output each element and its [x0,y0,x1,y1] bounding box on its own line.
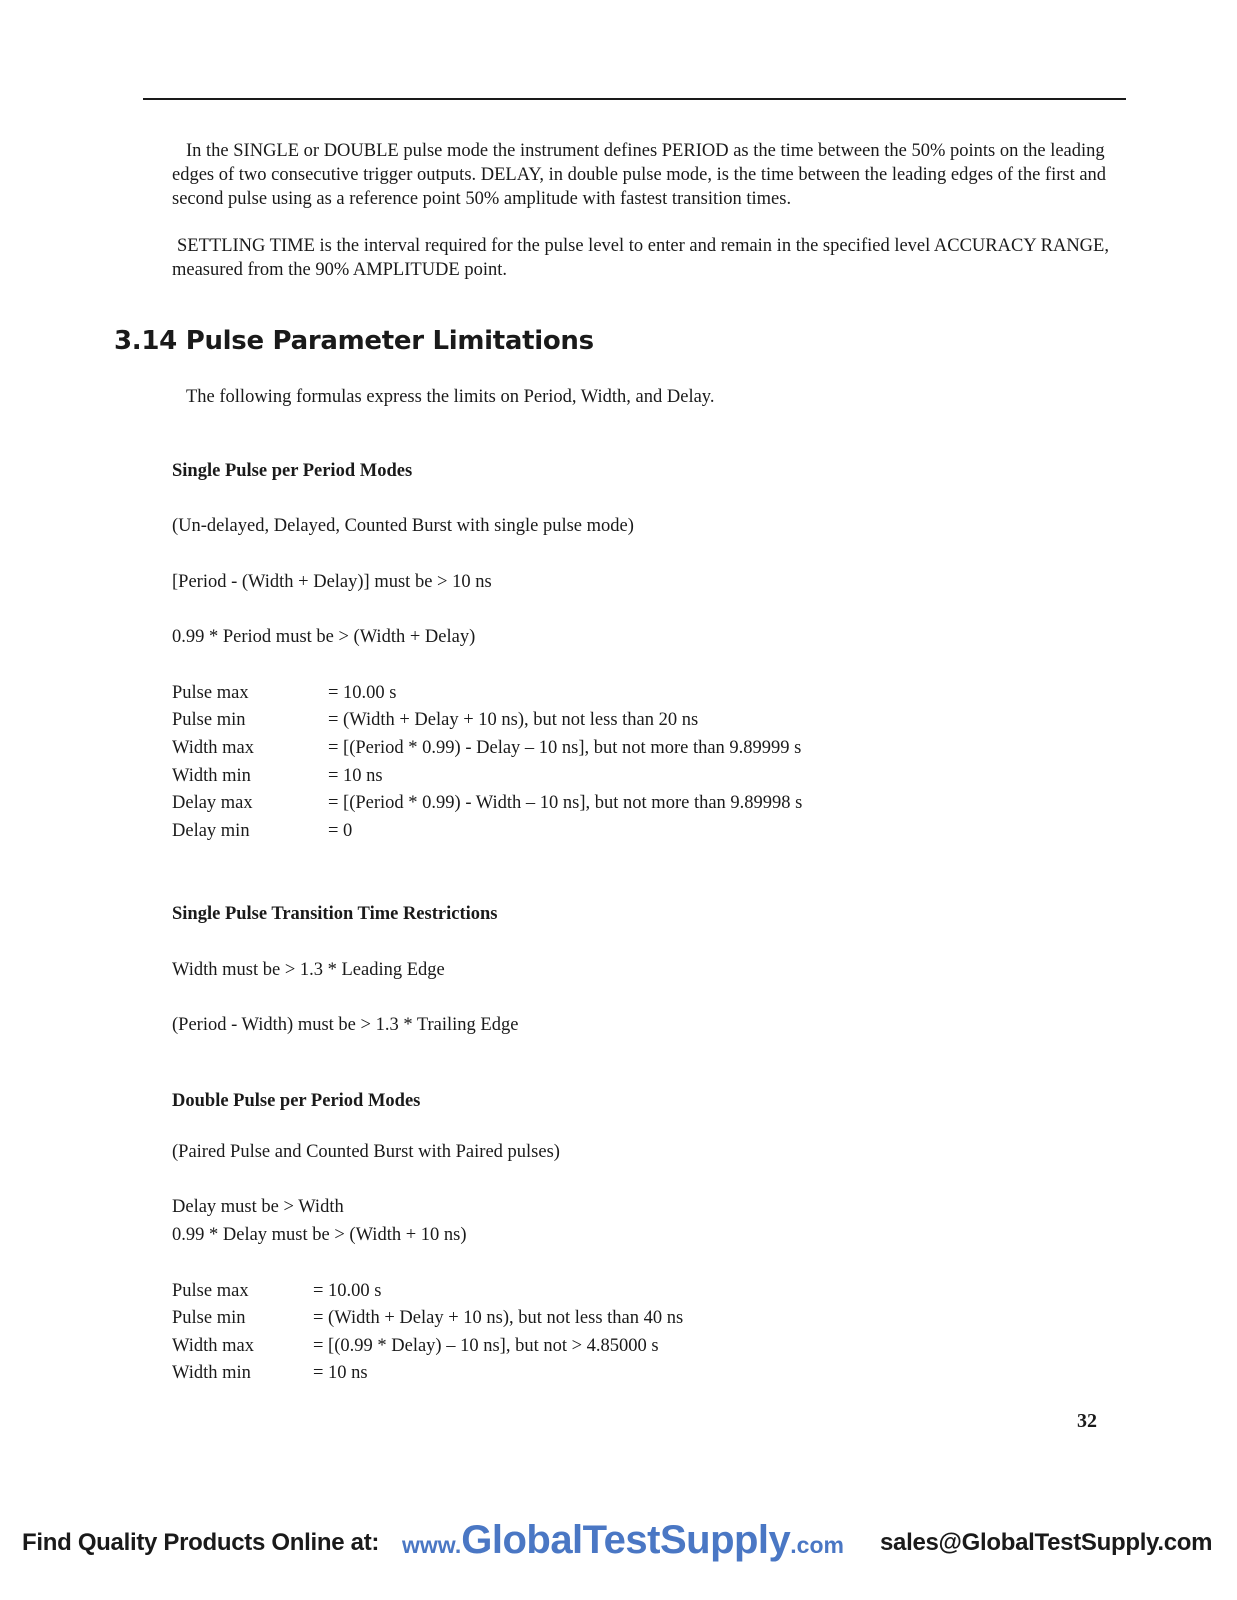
row-label: Pulse min [172,1308,246,1328]
row-value: = [(Period * 0.99) - Delay – 10 ns], but not more than 9.89999 s [328,738,802,758]
footer-url-suffix: .com [790,1532,844,1558]
footer-banner [0,1518,1237,1578]
intro-paragraph-settling [172,234,1112,282]
double-pulse-rule-1: Delay must be > Width [172,1197,344,1217]
row-label: Pulse max [172,683,249,703]
footer-email-link[interactable]: sales@GlobalTestSupply.com [880,1529,1213,1556]
row-label: Pulse max [172,1281,249,1301]
header-rule [143,98,1126,100]
row-value: = 10.00 s [313,1281,382,1301]
double-pulse-heading: Double Pulse per Period Modes [172,1091,421,1111]
footer-url-prefix: www. [402,1532,462,1558]
row-label: Width max [172,738,254,758]
row-label: Width max [172,1336,254,1356]
row-label: Width min [172,766,251,786]
single-pulse-modes: (Un-delayed, Delayed, Counted Burst with single pulse mode) [172,516,634,536]
transition-rule-2: (Period - Width) must be > 1.3 * Trailing Edge [172,1015,519,1035]
row-value: = (Width + Delay + 10 ns), but not less than 40 ns [313,1308,684,1328]
double-pulse-rule-2: 0.99 * Delay must be > (Width + 10 ns) [172,1225,467,1245]
row-value: = 10.00 s [328,683,397,703]
footer-find-text: Find Quality Products Online at: [22,1529,380,1556]
transition-rule-1: Width must be > 1.3 * Leading Edge [172,960,445,980]
single-pulse-heading: Single Pulse per Period Modes [172,461,413,481]
row-label: Delay min [172,821,250,841]
row-label: Width min [172,1363,251,1383]
double-pulse-modes: (Paired Pulse and Counted Burst with Paired pulses) [172,1142,560,1162]
intro-paragraph-period [172,139,1112,211]
page-number: 32 [1077,1410,1097,1432]
row-value: = 0 [328,821,353,841]
footer-url-main: GlobalTestSupply [461,1518,791,1562]
intro-paragraph-period-text: In the SINGLE or DOUBLE pulse mode the instrument defines PERIOD as the time between the 50% points on the leading edges of two consecutive trigger outputs. DELAY, in double pulse mode, is the time between the leading edges of the first and second pulse using as a reference point 50% amplitude with fastest transition times. [172,141,1107,209]
row-value: = [(0.99 * Delay) – 10 ns], but not > 4.85000 s [313,1336,659,1356]
footer-website-link[interactable] [402,1518,844,1563]
row-value: = 10 ns [313,1363,368,1383]
row-label: Pulse min [172,710,246,730]
section-heading: 3.14 Pulse Parameter Limitations [114,326,594,356]
row-value: = (Width + Delay + 10 ns), but not less than 20 ns [328,710,699,730]
row-value: = 10 ns [328,766,383,786]
transition-heading: Single Pulse Transition Time Restrictions [172,904,498,924]
single-pulse-rule-2: 0.99 * Period must be > (Width + Delay) [172,627,476,647]
section-lead: The following formulas express the limits on Period, Width, and Delay. [186,387,715,407]
row-label: Delay max [172,793,253,813]
single-pulse-rule-1: [Period - (Width + Delay)] must be > 10 ns [172,572,492,592]
row-value: = [(Period * 0.99) - Width – 10 ns], but not more than 9.89998 s [328,793,803,813]
intro-paragraph-settling-text: SETTLING TIME is the interval required for the pulse level to enter and remain in the specified level ACCURACY RANGE, measured from the 90% AMPLITUDE point. [172,236,1109,280]
